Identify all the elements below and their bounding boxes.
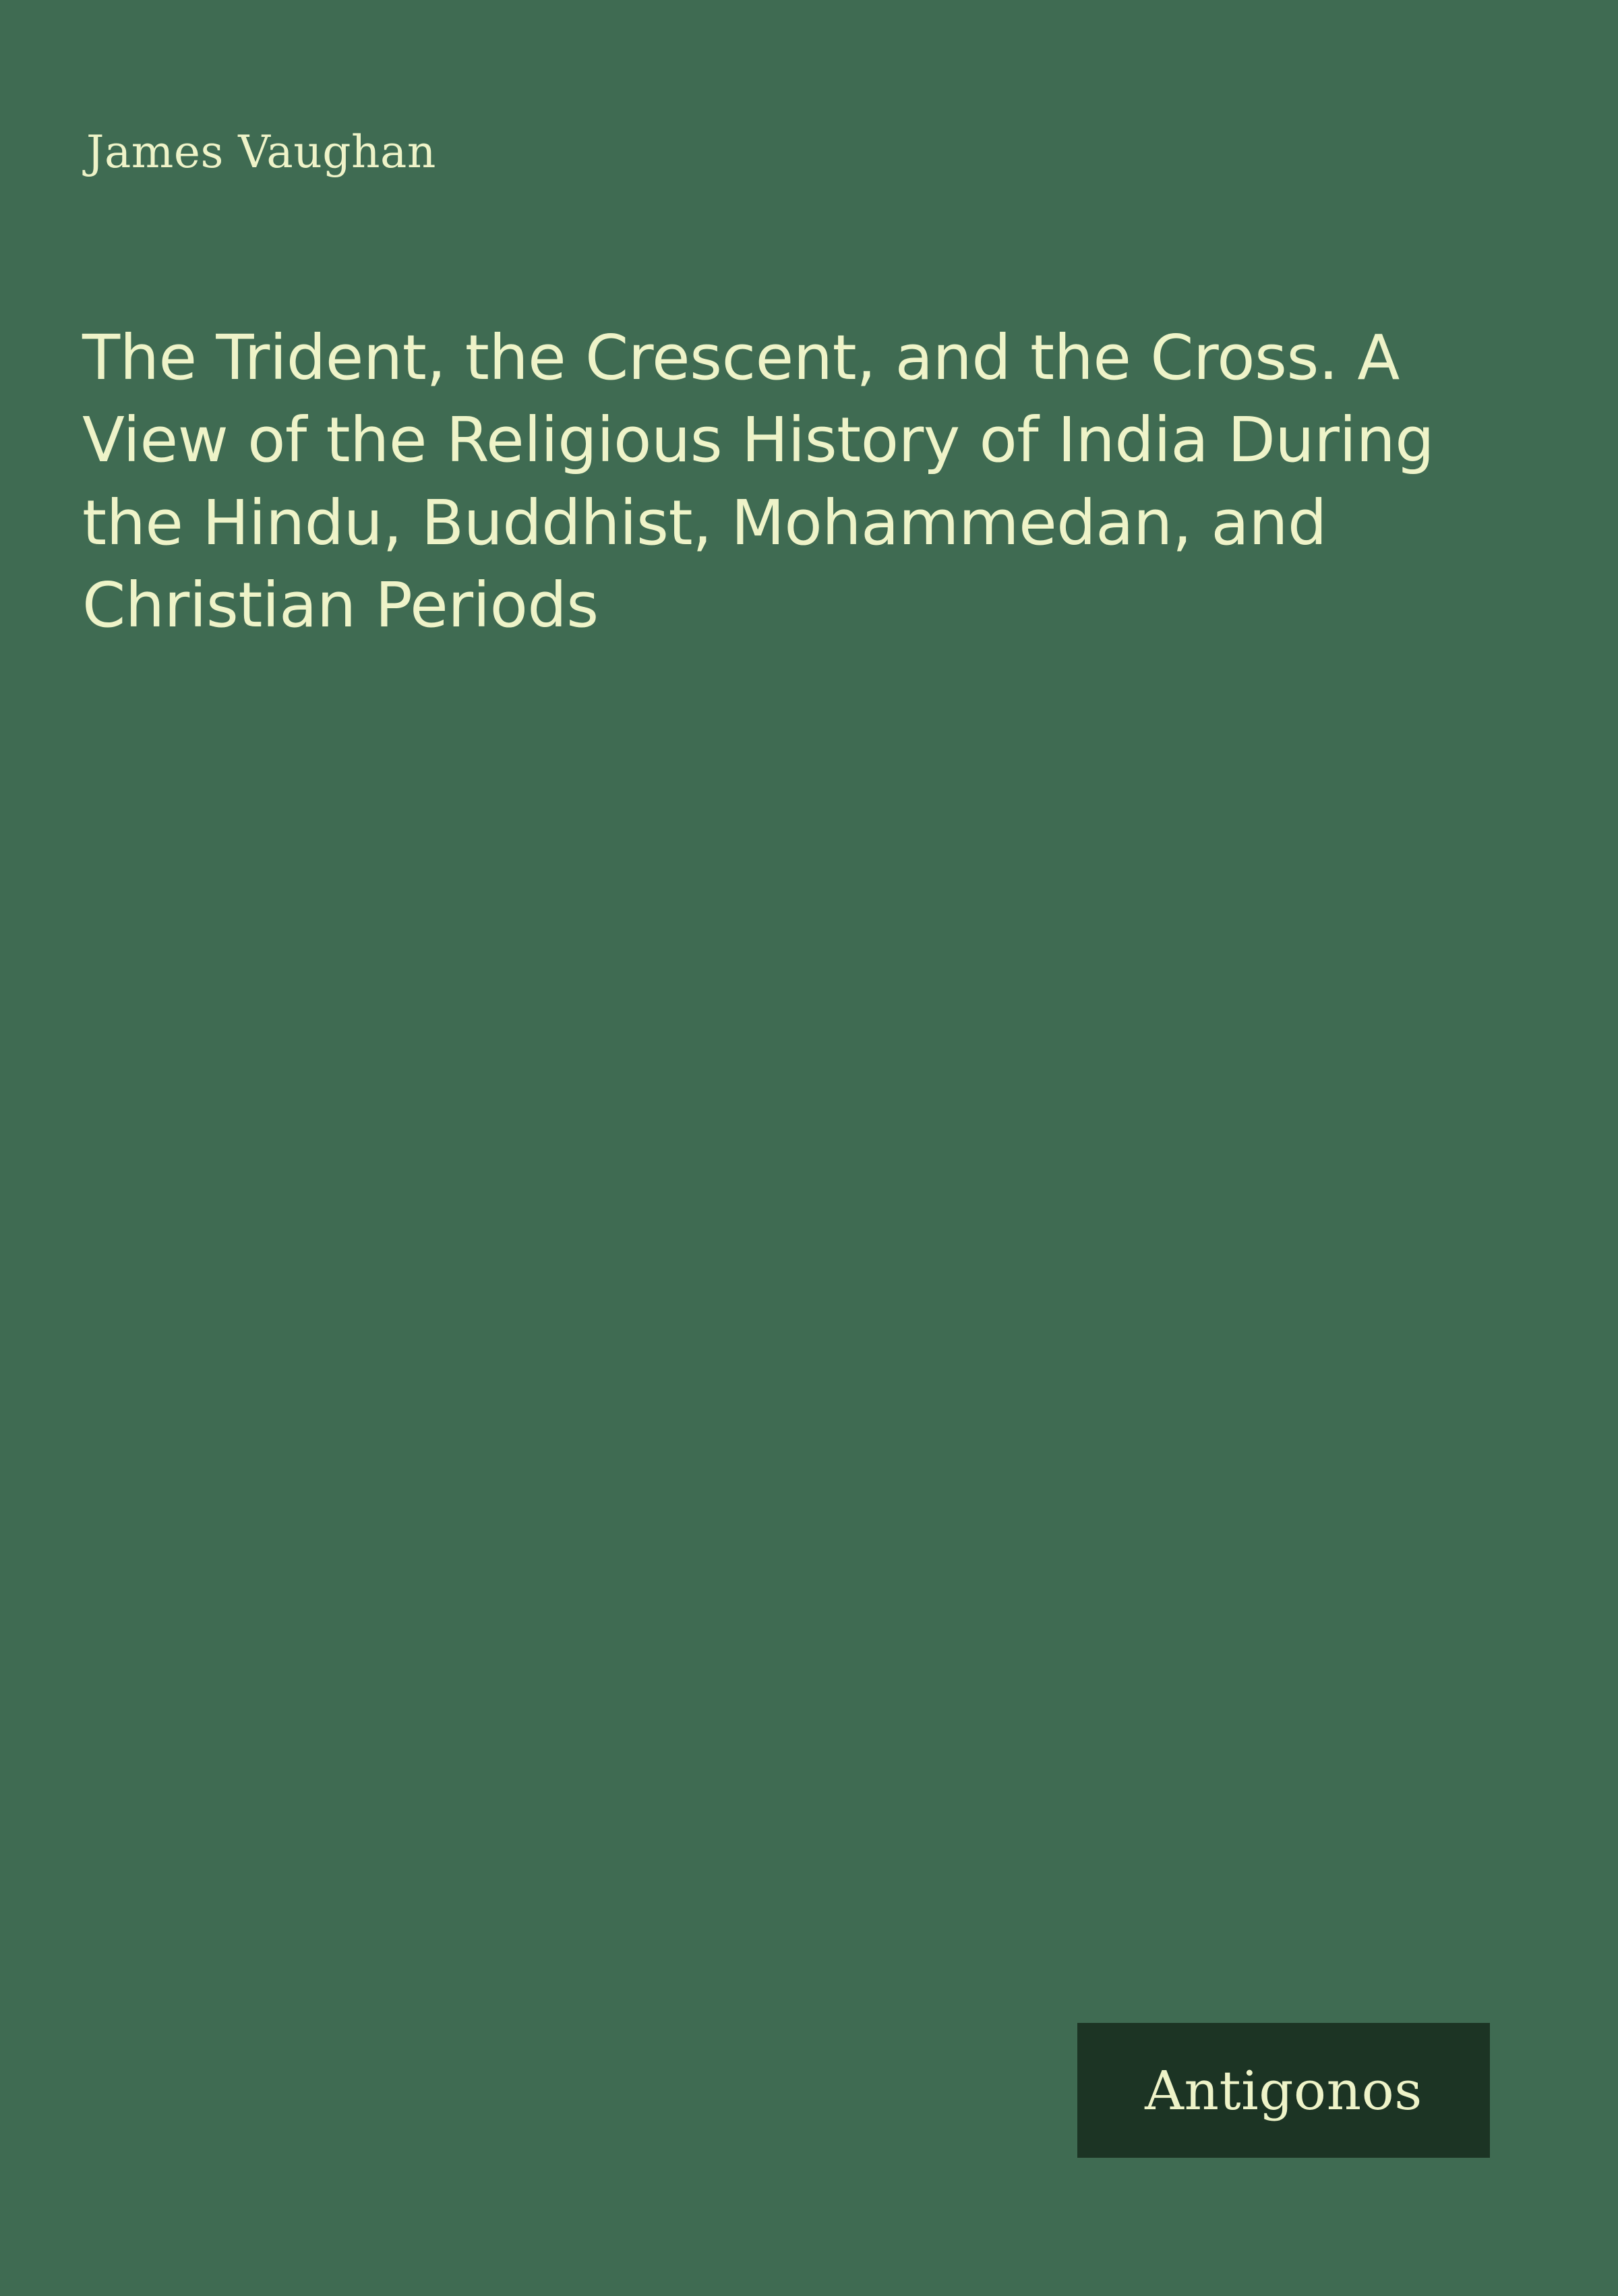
author-name: James Vaughan: [86, 126, 436, 178]
publisher-name: Antigonos: [1145, 2059, 1422, 2122]
book-title: The Trident, the Crescent, and the Cross. A View of the Religious History of India During the Hindu, Buddhist, Mohammedan, and Christian Periods: [82, 322, 1435, 642]
publisher-badge: [1077, 2023, 1490, 2158]
